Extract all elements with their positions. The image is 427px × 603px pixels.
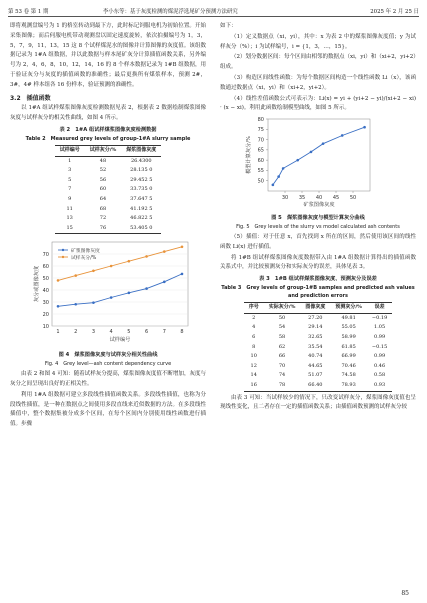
column-header: 预测灰分/% [335,304,362,311]
data-point [163,251,166,254]
y-axis-label: 灰分或图像灰度 [34,266,40,303]
table-cell: 32.65 [308,333,323,340]
data-point [163,281,166,284]
table-row [244,343,393,353]
legend-label: 矿浆图像灰度 [71,249,100,255]
paragraph: 利用 1#A 组数据可建立多段线性插值函数关系。多段线性插值，也称为分段线性插值，是一种在数据点之间使用多段直线来近似数据的方法。在多段线性插值中，整个数据集被分成多个区间，在每个区间内分别使用线性函数进行插值。步骤 [10,391,206,428]
table-cell: 44.65 [308,362,323,369]
data-point [57,279,60,282]
table-cell: 41.192 5 [130,205,153,212]
table-cell: 6 [252,333,256,340]
column-header: 图像灰度 [305,304,326,311]
data-point [272,184,275,187]
table-cell: −0.15 [371,343,388,350]
table-cell: 72 [99,215,107,222]
data-point [110,265,113,268]
table-cell: 33.735 0 [130,186,153,193]
table-cell: 14 [250,372,257,379]
y-tick-label: 55 [257,168,264,175]
page-number: 85 [401,590,409,597]
paragraph: （2）划分数据区间：每个区间由相邻的数据点（xi，yi）和（xi+2，yi+2）组成。 [220,54,416,71]
left-column [10,22,206,431]
table-cell: 66 [278,353,286,360]
table-row [55,185,162,195]
x-tick-label: 4 [109,329,113,336]
legend-marker [62,249,64,251]
table-cell: 58.99 [341,333,356,340]
data-point [145,255,148,258]
table-cell: 29.452 5 [130,176,153,183]
y-tick-label: 80 [257,116,264,123]
legend-label: 试样灰分/% [71,256,97,262]
x-tick-label: 2 [74,329,78,336]
table-caption: 表 3 1#B 组试样煤浆图像灰度、预测灰分及误差 [259,276,377,283]
table-row [244,333,393,343]
column-header: 误差 [374,304,385,311]
data-point [110,297,113,300]
paragraph: 即将观测盘编号为 1 的格室转动到最下方，此时标记饲服电机为初始位置。开始采集图像；而后伺服电机带动观测盘以固定速度旋转，依次拍摄编号为 1，3，5，7，9，11，13，15 这 8 个试样煤泥水的图像并计算图像的灰度值。该组数据记录为 1#A 组数据，并以此数据与样本尾矿灰分计算插值函数关系，另外编号为 2，4，6，8，10，12，14，16 的 8 个样本数据记录为 1#B 组数据，用于验证灰分与灰度的插值函数的准确性；最后更换所有煤浆样本，预测 2#，3#，4# 样本组各 16 份样本，验证预测的准确性。 [10,23,206,88]
data-point [181,273,184,276]
data-point [74,275,77,278]
x-tick-label: 3 [91,329,96,336]
table-cell: 48 [99,157,107,164]
x-tick-label: 40 [315,195,323,202]
y-tick-label: 10 [42,324,49,331]
data-point [296,159,299,162]
paragraph: 如下： [220,23,237,29]
table-cell: 55.05 [341,324,356,331]
table-cell: 60 [99,186,107,193]
table-3 [244,302,393,391]
table-cell: 53.405 0 [130,224,153,231]
table-cell: 50 [278,314,286,321]
table-row [55,156,162,166]
table-cell: 0.93 [374,381,386,388]
table-row [244,371,393,381]
y-tick-label: 50 [42,276,49,283]
paragraph: （4）线性差值函数公式可表示为：Li(x) = yi + (yi+2 − yi)/(xi+2 − xi) · (x − xi)。利用此函数绘制模型曲线，如图 5 所示。 [220,95,416,112]
figure-caption: 图 5 煤浆图像灰度与模型计算灰分曲线 [271,214,365,221]
table-cell: 56 [99,176,107,183]
plot-frame [268,119,370,191]
table-cell: 70 [278,362,286,369]
figure-caption-en: Fig. 4 Grey level—ash content dependency curve [44,361,172,368]
figure-4-chart [10,236,206,344]
x-tick-label: 50 [349,195,357,202]
table-cell: 54 [278,324,286,331]
table-cell: 40.74 [308,353,323,360]
x-axis-label: 试样编号 [109,337,131,344]
table-cell: 66.99 [341,353,356,360]
y-axis-label: 模型计算灰分/% [246,136,252,175]
table-row [244,323,393,333]
x-tick-label: 6 [144,329,149,336]
y-tick-label: 65 [257,147,264,154]
data-point [181,246,184,249]
paragraph: 将 1#B 组试样煤浆图像灰度数据带入由 1#A 组数据计算得出的插值函数关系式中，并比较预测灰分和实际灰分的误差，具体见表 3。 [220,254,416,271]
table-cell: 35.54 [308,343,323,350]
table-row [55,195,162,205]
table-cell: 62 [278,343,286,350]
data-point [341,134,344,137]
paragraph: （1）定义数据点（xi，yi），其中：x 为表 2 中的煤浆图像灰度值；y 为试样灰分（%）；i 为试样编号，i = {1，3，…，15}。 [220,33,416,50]
table-cell: 3 [68,167,72,174]
x-tick-label: 7 [162,329,166,336]
table-cell: 7 [68,186,72,193]
table-cell: 64 [99,195,107,202]
table-cell: 15 [66,224,73,231]
y-tick-label: 70 [257,137,264,144]
table-cell: 9 [68,195,72,202]
table-header-row [244,303,393,314]
data-point [57,305,60,308]
table-cell: 52 [99,167,107,174]
table-cell: 74 [278,372,286,379]
y-tick-label: 50 [257,178,264,185]
table-cell: 1.05 [374,324,386,331]
y-tick-label: 75 [257,127,264,134]
table-row [55,224,162,234]
data-point [128,260,131,263]
paragraph: 由表 3 可知：当试样较少的情况下，只改变试样灰分，煤浆图像灰度值也呈现线性变化，且二者存在一定的插值函数关系；由插值函数预测的试样灰分较 [220,394,416,411]
paragraph: 由表 2 和图 4 可知：随着试样灰分提高，煤浆图像灰度值不断增加，灰度与灰分之间呈现出良好的正相关性。 [10,371,206,387]
header-rule [8,16,419,17]
table-header-row [55,145,162,156]
table-cell: 78 [278,381,286,388]
y-tick-label: 60 [42,264,49,271]
paragraph: （3）构造区间线性函数：为每个数据区间构造一个线性函数 Li（x），该函数通过数据点（xi，yi）和（xi+2，yi+2）。 [220,74,416,91]
table-cell: 13 [66,215,73,222]
y-tick-label: 60 [257,158,264,165]
data-point [128,292,131,295]
y-tick-label: 30 [42,300,49,307]
table-cell: 12 [250,362,257,369]
table-cell: 28.135 0 [130,167,153,174]
table-cell: 8 [252,343,256,350]
table-cell: 0.99 [374,333,386,340]
issue-date: 2025 年 2 月 25 日 [370,9,419,15]
table-cell: 0.99 [374,353,386,360]
table-cell: 78.93 [341,381,356,388]
column-header: 序号 [248,304,259,311]
table-cell: 66.40 [308,381,323,388]
table-cell: 10 [250,353,257,360]
data-point [282,167,285,170]
model-curve [273,127,365,185]
table-cell: 29.14 [308,324,323,331]
column-header: 试样编号 [59,146,80,153]
paragraph: （5）插值：对于任意 x，首先找到 x 所在的区间，然后使用该区间的线性函数 Li(x) 进行插值。 [220,233,416,250]
table-cell: 76 [99,224,107,231]
x-tick-label: 35 [298,195,306,202]
figure-caption-en: Fig. 5 Grey levels of the slurry vs model calculated ash contents [236,223,400,230]
x-tick-label: 8 [180,329,184,336]
data-point [322,143,325,146]
table-row [55,205,162,215]
table-cell: 70.46 [341,362,356,369]
table-cell: 16 [250,381,257,388]
table-cell: 37.647 5 [130,195,153,202]
paragraph: 以 1#A 组试样煤浆图像灰度检测数据见表 2，根据表 2 数据绘制煤浆图像灰度与试样灰分的相关性曲线，如图 4 所示。 [10,105,206,122]
column-header: 试样灰分/% [89,146,117,153]
table-row [244,352,393,362]
table-cell: 5 [68,176,72,183]
data-point [310,151,313,154]
column-header: 实际灰分/% [268,304,296,311]
y-tick-label: 20 [42,312,49,319]
journal-volume: 第 53 卷 第 1 期 [8,9,49,15]
data-point [277,175,280,178]
legend-marker [62,256,64,258]
x-tick-label: 30 [281,195,289,202]
table-cell: 11 [66,205,73,212]
table-cell: 46.822 5 [130,215,153,222]
data-point [92,302,95,305]
table-2 [55,145,162,234]
x-tick-label: 1 [56,329,60,336]
running-title: 李小东等：基于灰度检测的煤泥浮选尾矿分预测方法研究 [103,9,238,15]
running-header [8,5,419,17]
figure-caption: 图 4 煤浆图像灰度与试样灰分相关性曲线 [58,352,158,359]
table-cell: −0.19 [371,314,388,321]
table-cell: 4 [252,324,256,331]
table-cell: 51.07 [308,372,323,379]
y-tick-label: 70 [42,252,49,259]
table-caption: 表 2 1#A 组试样煤浆图像灰度检测数据 [59,126,157,133]
y-tick-label: 40 [42,288,49,295]
table-caption-en: Table 3 Grey levels of group-1#B samples and predicted ash values and prediction errors [221,285,415,300]
column-header: 煤浆图像灰度 [126,146,157,153]
right-column [220,22,416,414]
table-cell: 26.4300 [130,157,152,164]
data-point [145,288,148,291]
data-point [92,270,95,273]
table-row [244,381,393,391]
data-point [363,126,366,129]
plot-frame [52,242,188,326]
x-axis-label: 矿浆图像灰度 [303,202,335,208]
table-caption-en: Table 2 Measured grey levels of group-1#A slurry sample [25,135,191,142]
x-tick-label: 45 [332,195,340,202]
table-cell: 27.20 [308,314,323,321]
table-cell: 1 [68,157,72,164]
table-row [55,166,162,176]
table-cell: 74.58 [341,372,356,379]
data-point [74,303,77,306]
table-cell: 68 [99,205,107,212]
table-cell: 58 [278,333,286,340]
section-heading: 3.2 插值函数 [10,94,51,102]
figure-5-chart [220,115,416,207]
table-cell: 0.46 [374,362,386,369]
table-cell: 0.58 [374,372,386,379]
table-row [55,214,162,224]
x-tick-label: 5 [127,329,131,336]
table-row [55,176,162,186]
table-row [244,362,393,372]
table-cell: 49.81 [341,314,356,321]
table-cell: 61.85 [341,343,356,350]
table-row [244,313,393,323]
table-cell: 2 [252,314,256,321]
